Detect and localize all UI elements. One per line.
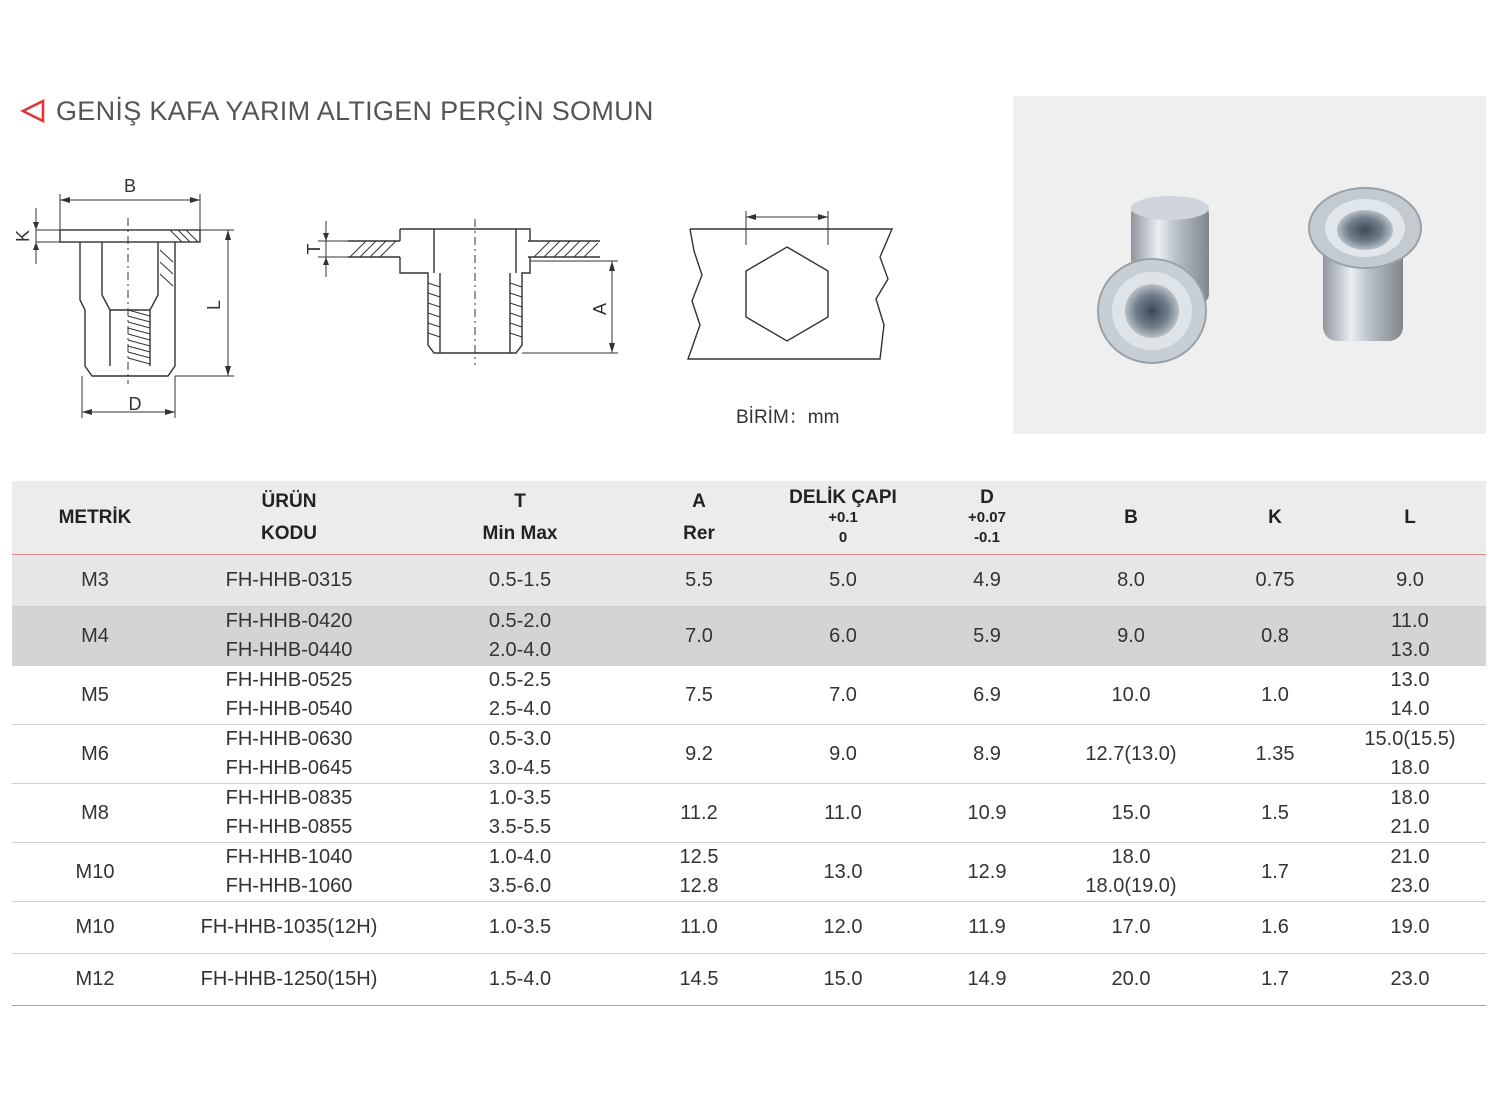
dimension-a-label: A [590, 302, 610, 316]
cell-b [1046, 725, 1216, 784]
cell-value: FH-HHB-0645 [225, 757, 353, 779]
section-title [20, 94, 654, 128]
cell-value: FH-HHB-0440 [225, 639, 353, 661]
dimension-b-label: B [123, 176, 137, 196]
cell-l [1334, 607, 1486, 666]
cell-value: 10.9 [967, 801, 1007, 824]
cell-t [400, 843, 640, 902]
cell-value: 9.0 [829, 742, 857, 765]
cell-value: 14.5 [679, 968, 719, 990]
dimension-l-label: L [204, 299, 224, 311]
cell-code [178, 843, 400, 902]
cell-value: 12.7(13.0) [1085, 742, 1177, 765]
cell-b [1046, 666, 1216, 725]
cell-value: 13.0 [1390, 639, 1430, 661]
cell-a [640, 725, 758, 784]
header-b: B [1046, 481, 1216, 555]
cell-value: 8.0 [1117, 569, 1145, 591]
cell-value: 23.0 [1390, 875, 1430, 897]
cell-hole [758, 666, 928, 725]
cell-value: FH-HHB-0525 [225, 669, 353, 691]
cell-value: 11.0 [680, 916, 718, 938]
table-row [12, 784, 1486, 843]
cell-metric: M10 [12, 902, 178, 954]
cell-t [400, 555, 640, 607]
cell-b [1046, 843, 1216, 902]
cell-value: 8.9 [973, 742, 1001, 765]
cell-k [1216, 902, 1334, 954]
cell-value: 1.0-3.5 [488, 787, 552, 809]
cell-value: 1.7 [1261, 860, 1289, 883]
rivet-nut-installed-drawing [300, 205, 630, 375]
table-row [12, 555, 1486, 607]
cell-value: 3.0-4.5 [488, 757, 552, 779]
table-body [12, 555, 1486, 1006]
cell-value: 18.0(19.0) [1085, 875, 1177, 897]
cell-value: 5.5 [685, 569, 713, 591]
hex-hole-section-drawing [680, 205, 900, 365]
cell-value: 11.0 [1391, 610, 1429, 632]
cell-t [400, 725, 640, 784]
cell-value: 3.5-6.0 [488, 875, 552, 897]
table-row [12, 607, 1486, 666]
cell-value: FH-HHB-1040 [225, 846, 353, 868]
cell-value: 11.0 [824, 801, 862, 824]
cell-t [400, 666, 640, 725]
cell-metric: M10 [12, 843, 178, 902]
table-row [12, 843, 1486, 902]
cell-code [178, 954, 400, 1006]
cell-value: 5.9 [973, 624, 1001, 647]
cell-value: 0.75 [1255, 569, 1295, 591]
cell-k [1216, 725, 1334, 784]
cell-t [400, 607, 640, 666]
cell-metric: M4 [12, 607, 178, 666]
cell-value: 11.2 [680, 801, 718, 824]
cell-value: 12.9 [967, 860, 1007, 883]
cell-value: 1.7 [1261, 968, 1289, 990]
unit-note: BİRİM：mm [736, 407, 840, 428]
dimension-k-label: K [13, 229, 33, 243]
header-d: D +0.07 -0.1 [928, 481, 1046, 555]
cell-l [1334, 555, 1486, 607]
cell-value: FH-HHB-1060 [225, 875, 353, 897]
cell-l [1334, 954, 1486, 1006]
cell-value: 1.0-3.5 [488, 916, 552, 938]
cell-value: 3.5-5.5 [488, 816, 552, 838]
cell-value: 23.0 [1390, 968, 1430, 990]
cell-metric: M8 [12, 784, 178, 843]
cell-l [1334, 725, 1486, 784]
cell-metric: M6 [12, 725, 178, 784]
cell-value: 2.0-4.0 [488, 639, 552, 661]
cell-value: 21.0 [1390, 846, 1430, 868]
cell-b [1046, 954, 1216, 1006]
cell-k [1216, 607, 1334, 666]
cell-value: 21.0 [1390, 816, 1430, 838]
cell-value: FH-HHB-0855 [225, 816, 353, 838]
cell-d [928, 607, 1046, 666]
cell-value: 18.0 [1111, 846, 1151, 868]
cell-code [178, 902, 400, 954]
triangle-left-outline-icon [20, 98, 46, 124]
cell-l [1334, 902, 1486, 954]
cell-k [1216, 666, 1334, 725]
cell-t [400, 954, 640, 1006]
cell-value: 11.9 [968, 916, 1006, 938]
cell-code [178, 607, 400, 666]
cell-d [928, 843, 1046, 902]
cell-a [640, 555, 758, 607]
cell-value: 1.5-4.0 [488, 968, 552, 990]
page-title: GENİŞ KAFA YARIM ALTIGEN PERÇİN SOMUN [56, 95, 654, 126]
cell-value: 7.5 [685, 683, 713, 706]
cell-t [400, 902, 640, 954]
cell-value: 0.5-1.5 [488, 569, 552, 591]
cell-value: 1.5 [1261, 801, 1289, 824]
cell-value: 0.8 [1261, 624, 1289, 647]
cell-value: 19.0 [1390, 916, 1430, 938]
cell-value: FH-HHB-0835 [225, 787, 353, 809]
cell-b [1046, 784, 1216, 843]
cell-d [928, 784, 1046, 843]
cell-d [928, 725, 1046, 784]
cell-hole [758, 725, 928, 784]
cell-value: 18.0 [1390, 757, 1430, 779]
cell-hole [758, 555, 928, 607]
cell-metric: M12 [12, 954, 178, 1006]
table-row [12, 666, 1486, 725]
cell-metric: M5 [12, 666, 178, 725]
table-row [12, 725, 1486, 784]
dimension-d-label: D [128, 394, 142, 414]
cell-value: 4.9 [973, 569, 1001, 591]
cell-a [640, 843, 758, 902]
cell-value: FH-HHB-1250(15H) [200, 968, 378, 990]
header-k: K [1216, 481, 1334, 555]
cell-value: 15.0(15.5) [1364, 728, 1456, 750]
cell-value: 14.9 [967, 968, 1007, 990]
cell-value: FH-HHB-1035(12H) [200, 916, 378, 938]
cell-value: 6.9 [973, 683, 1001, 706]
rivet-nut-section-drawing [10, 170, 250, 420]
cell-k [1216, 843, 1334, 902]
table-row [12, 902, 1486, 954]
product-photo [1013, 96, 1486, 434]
cell-value: 0.5-2.0 [488, 610, 552, 632]
table-row [12, 954, 1486, 1006]
cell-b [1046, 902, 1216, 954]
cell-value: FH-HHB-0630 [225, 728, 353, 750]
cell-hole [758, 902, 928, 954]
cell-value: 6.0 [829, 624, 857, 647]
table-header-row [12, 481, 1486, 555]
cell-a [640, 666, 758, 725]
cell-d [928, 954, 1046, 1006]
cell-value: 1.0 [1261, 683, 1289, 706]
cell-t [400, 784, 640, 843]
cell-value: 1.0-4.0 [488, 846, 552, 868]
cell-a [640, 902, 758, 954]
cell-value: 7.0 [829, 683, 857, 706]
cell-hole [758, 607, 928, 666]
cell-a [640, 607, 758, 666]
cell-value: 2.5-4.0 [488, 698, 552, 720]
cell-d [928, 555, 1046, 607]
cell-l [1334, 843, 1486, 902]
cell-value: 12.5 [679, 846, 719, 868]
cell-d [928, 902, 1046, 954]
cell-hole [758, 784, 928, 843]
specification-table [12, 481, 1486, 1006]
cell-l [1334, 784, 1486, 843]
cell-value: 20.0 [1111, 968, 1151, 990]
cell-value: 15.0 [1111, 801, 1151, 824]
header-l: L [1334, 481, 1486, 555]
cell-value: 13.0 [1390, 669, 1430, 691]
cell-l [1334, 666, 1486, 725]
cell-value: 1.35 [1255, 742, 1295, 765]
cell-value: 12.8 [679, 875, 719, 897]
cell-value: 7.0 [685, 624, 713, 647]
dimension-t-label: T [304, 243, 324, 255]
cell-value: 9.0 [1396, 569, 1424, 591]
cell-k [1216, 555, 1334, 607]
header-hole-diameter: DELİK ÇAPI +0.1 0 [758, 481, 928, 555]
header-metric: METRİK [12, 481, 178, 555]
cell-code [178, 666, 400, 725]
cell-value: 1.6 [1261, 916, 1289, 938]
cell-value: 13.0 [823, 860, 863, 883]
cell-k [1216, 784, 1334, 843]
header-a: A Rer [640, 481, 758, 555]
cell-value: 12.0 [823, 916, 863, 938]
cell-b [1046, 555, 1216, 607]
cell-value: 15.0 [823, 968, 863, 990]
cell-value: 0.5-3.0 [488, 728, 552, 750]
cell-code [178, 555, 400, 607]
cell-value: 18.0 [1390, 787, 1430, 809]
cell-value: 10.0 [1111, 683, 1151, 706]
cell-hole [758, 843, 928, 902]
header-code: ÜRÜN KODU [178, 481, 400, 555]
cell-code [178, 725, 400, 784]
header-t: T Min Max [400, 481, 640, 555]
cell-value: 17.0 [1111, 916, 1151, 938]
cell-metric: M3 [12, 555, 178, 607]
cell-value: 5.0 [829, 569, 857, 591]
cell-value: 14.0 [1390, 698, 1430, 720]
cell-value: 9.0 [1117, 624, 1145, 647]
cell-value: FH-HHB-0540 [225, 698, 353, 720]
cell-value: FH-HHB-0420 [225, 610, 353, 632]
cell-b [1046, 607, 1216, 666]
cell-a [640, 954, 758, 1006]
cell-d [928, 666, 1046, 725]
cell-value: 0.5-2.5 [488, 669, 552, 691]
cell-k [1216, 954, 1334, 1006]
cell-hole [758, 954, 928, 1006]
cell-value: FH-HHB-0315 [225, 569, 353, 591]
cell-value: 9.2 [685, 742, 713, 765]
cell-code [178, 784, 400, 843]
cell-a [640, 784, 758, 843]
